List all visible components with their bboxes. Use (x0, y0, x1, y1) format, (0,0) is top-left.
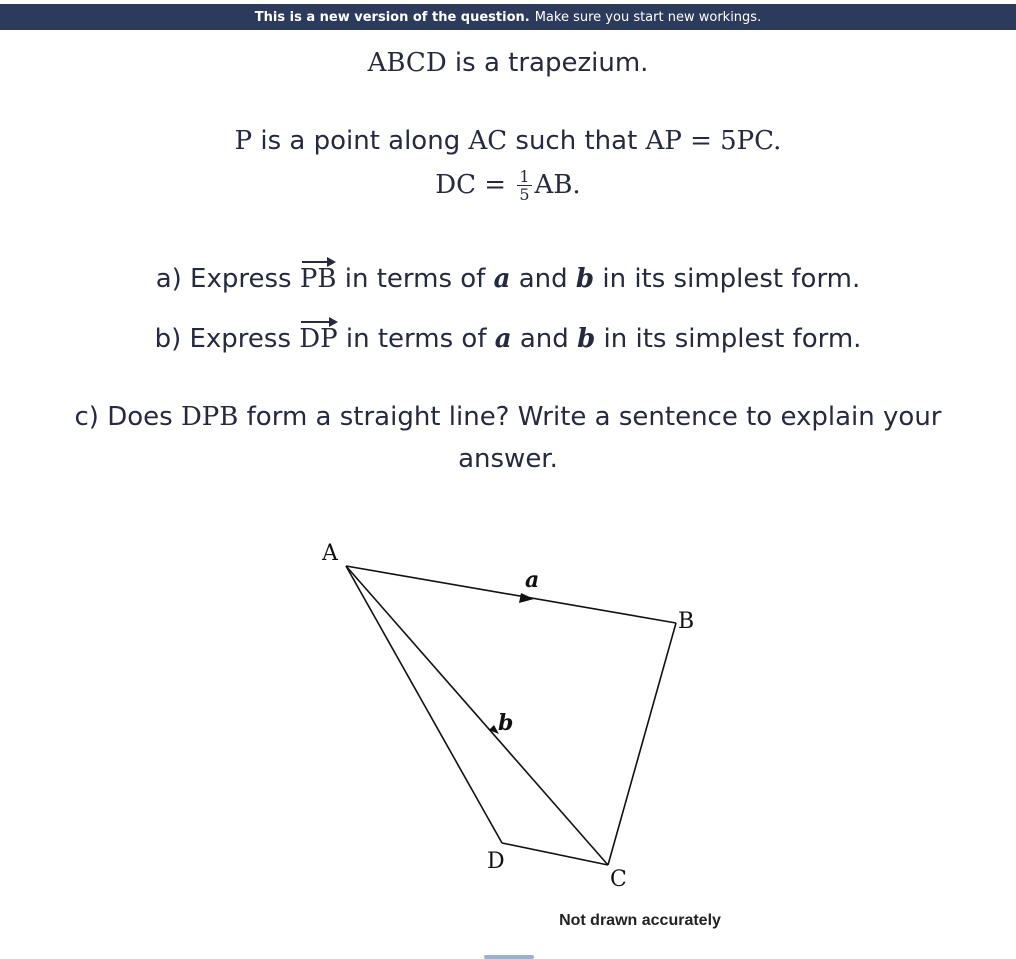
side-ab (346, 566, 676, 623)
part-b-text: in terms of (337, 324, 495, 354)
line2-text-1: is a point along (252, 126, 469, 156)
label-vector-b: b (498, 710, 514, 736)
math-ac: AC (468, 126, 508, 156)
not-drawn-accurately-note: Not drawn accurately (559, 912, 721, 929)
fraction-numerator: 1 (519, 167, 530, 186)
math-abcd: ABCD (367, 48, 447, 78)
side-bc (608, 623, 676, 865)
vector-b-symbol: b (577, 324, 596, 354)
arrow-a-icon (519, 593, 534, 603)
math-ab: AB. (534, 170, 581, 200)
part-b-suffix: in its simplest form. (595, 324, 862, 354)
label-c-vertex: C (610, 867, 627, 892)
vector-a-symbol: a (493, 264, 511, 294)
math-dc-eq: DC = (435, 170, 515, 200)
part-b-and: and (511, 324, 578, 354)
question-part-c-line-2: answer. (458, 444, 558, 474)
part-b-prefix: b) Express (154, 324, 300, 354)
vector-a-symbol: a (494, 324, 512, 354)
banner-bold-text: This is a new version of the question. (254, 9, 530, 25)
label-a-vertex: A (322, 541, 338, 566)
fraction-denominator: 5 (519, 185, 530, 204)
part-a-and: and (510, 264, 576, 294)
part-a-text: in terms of (336, 264, 494, 294)
part-c-prefix: c) Does (74, 402, 181, 432)
scroll-indicator[interactable] (484, 955, 534, 959)
label-d-vertex: D (487, 849, 505, 874)
line1-text: is a trapezium. (446, 48, 649, 78)
vector-dp: DP (299, 324, 338, 354)
line2-text-2: such that (507, 126, 646, 156)
vector-pb: PB (299, 264, 337, 294)
part-a-prefix: a) Express (155, 264, 300, 294)
label-b-vertex: B (678, 609, 695, 634)
vector-b-symbol: b (575, 264, 595, 294)
label-vector-a: a (525, 567, 540, 593)
part-c-text: form a straight line? Write a sentence to explain your (238, 402, 942, 432)
banner-text: Make sure you start new workings. (534, 9, 762, 25)
diagonal-ac (346, 566, 608, 865)
math-p: P (234, 126, 253, 156)
side-da (346, 566, 502, 843)
part-a-suffix: in its simplest form. (594, 264, 861, 294)
math-ap-eq: AP = 5PC. (645, 126, 782, 156)
math-dpb: DPB (180, 402, 239, 432)
